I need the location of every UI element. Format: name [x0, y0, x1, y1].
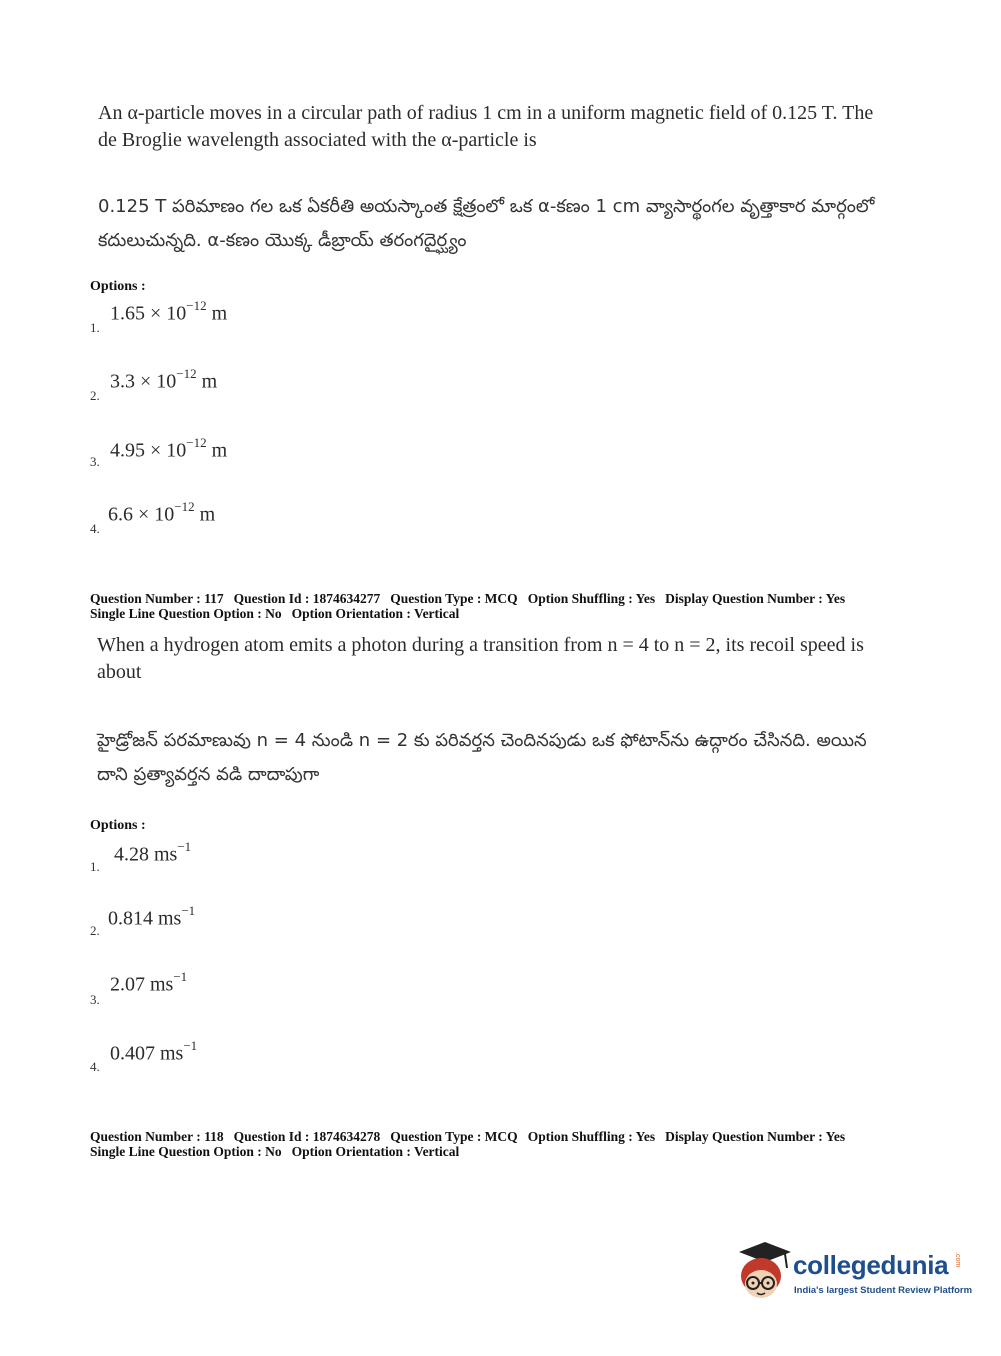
student-mascot-icon — [735, 1238, 793, 1308]
question-117-meta: Question Number : 117 Question Id : 1874634277 Question Type : MCQ Option Shuffling : Yes Display Question Number : Yes Single Line Question Option : No Option Orientation : Vertical — [90, 591, 846, 621]
logo-domain: .com — [954, 1252, 961, 1268]
option-number: 1. — [90, 859, 100, 874]
option-number: 2. — [90, 388, 100, 403]
options-label: Options : — [90, 818, 146, 833]
question-117-english: When a hydrogen atom emits a photon during a transition from n = 4 to n = 2, its recoil speed is about — [97, 634, 864, 683]
option-value: 4.28 $ms^{-1}$ — [114, 839, 192, 866]
question-116-english: An α-particle moves in a circular path of radius 1 cm in a uniform magnetic field of 0.125 T. The de Broglie wavelength associated with the α-particle is — [98, 102, 874, 151]
option-value: $1.65 \times 10^{-12}$ m — [110, 298, 228, 325]
collegedunia-logo — [735, 1238, 973, 1308]
option-number: 4. — [90, 521, 100, 536]
option-value: $3.3 \times 10^{-12}$ m — [110, 366, 218, 393]
logo-wordmark: collegedunia — [793, 1250, 949, 1280]
option-number: 3. — [90, 992, 100, 1007]
option-value: $4.95 \times 10^{-12}$ m — [110, 435, 228, 462]
option-number: 4. — [90, 1059, 100, 1074]
option-value: 0.814 $ms^{-1}$ — [108, 903, 196, 930]
option-number: 3. — [90, 454, 100, 469]
options-label: Options : — [90, 279, 146, 294]
question-117-telugu: హైడ్రోజన్ పరమాణువు n = 4 నుండి n = 2 కు పరివర్తన చెందినపుడు ఒక ఫోటాన్‌ను ఉద్గారం చేసినది. అయిన దాని ప్రత్యావర్తన వడి దాదాపుగా — [97, 730, 867, 785]
option-value: 0.407 $ms^{-1}$ — [110, 1038, 198, 1065]
question-116-telugu: 0.125 T పరిమాణం గల ఒక ఏకరీతి అయస్కాంత క్షేత్రంలో ఒక α-కణం 1 cm వ్యాసార్థంగల వృత్తాకార మార్గంలో కదులుచున్నది. α-కణం యొక్క డీబ్రాయ్ తరంగదైర్ఘ్యం — [98, 196, 875, 251]
option-value: $6.6 \times 10^{-12}$ m — [108, 499, 216, 526]
question-118-meta: Question Number : 118 Question Id : 1874634278 Question Type : MCQ Option Shuffling : Yes Display Question Number : Yes Single Line Question Option : No Option Orientation : Vertical — [90, 1129, 846, 1159]
option-number: 1. — [90, 320, 100, 335]
option-value: 2.07 $ms^{-1}$ — [110, 969, 188, 996]
option-number: 2. — [90, 923, 100, 938]
logo-tagline: India's largest Student Review Platform — [794, 1285, 973, 1296]
